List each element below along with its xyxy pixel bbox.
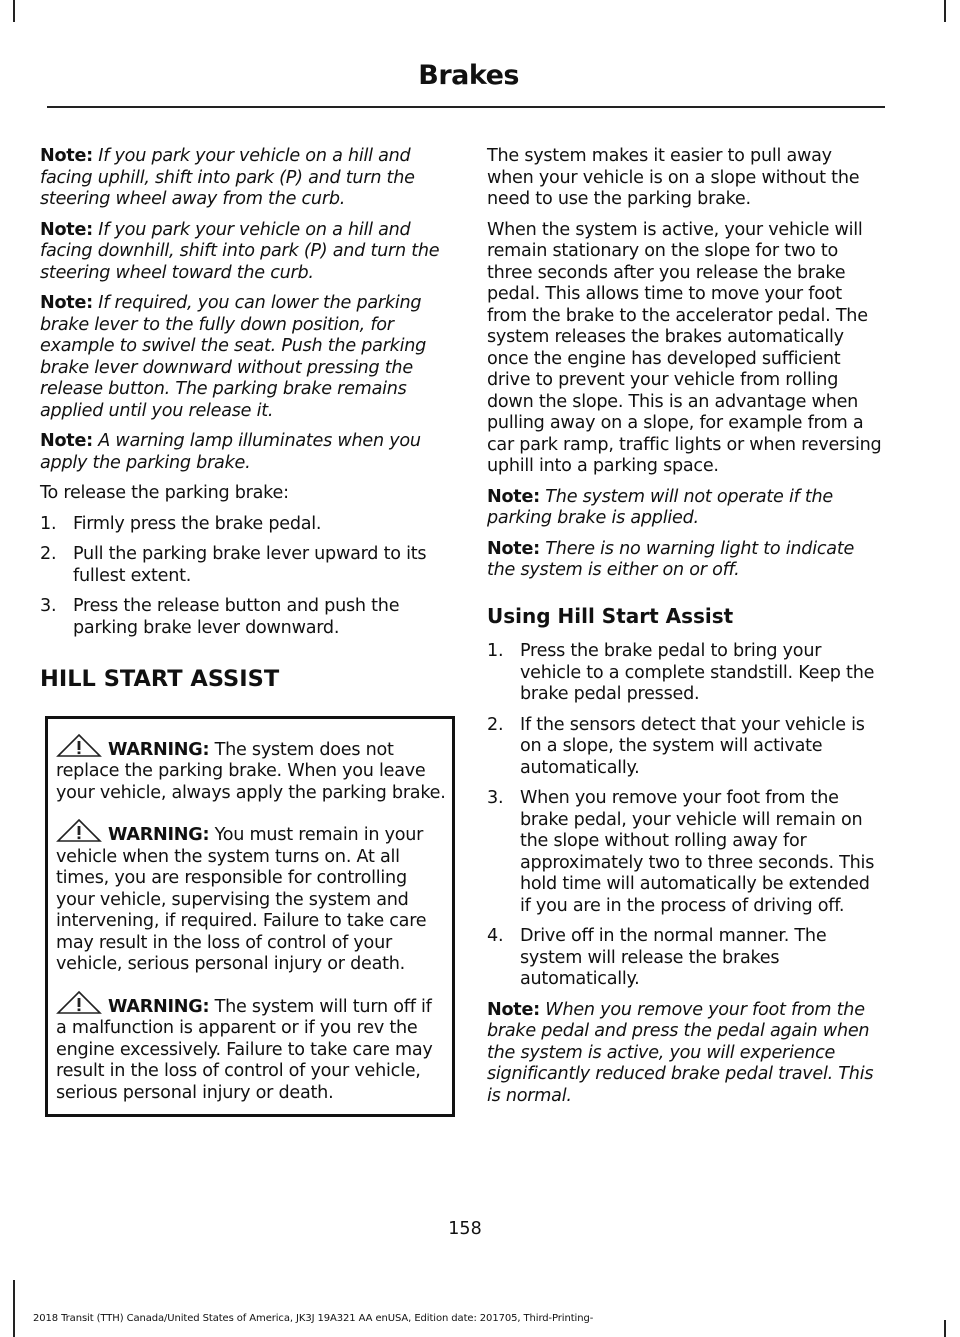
footer-edition-info: 2018 Transit (TTH) Canada/United States of America, JK3J 19A321 AA enUSA, Edition date: 201705, Third-Printing- xyxy=(33,1313,594,1324)
left-column xyxy=(40,146,450,1117)
crop-mark-top-left xyxy=(13,0,15,22)
note-reduced-pedal-travel: Note: When you remove your foot from the brake pedal and press the pedal again when the system is active, you will experience significantly reduced brake pedal travel. This is normal. xyxy=(487,999,874,1106)
header-divider xyxy=(47,106,885,108)
list-item: 1. Firmly press the brake pedal. xyxy=(40,513,322,534)
section-heading-hill-start-assist: HILL START ASSIST xyxy=(40,666,280,692)
note-parking-brake-applied: Note: The system will not operate if the parking brake is applied. xyxy=(487,486,833,528)
warning-item: WARNING: The system will turn off if a malfunction is apparent or if you rev the engine excessively. Failure to take care may result in the loss of control of your vehicle, serious personal injury or death. xyxy=(56,990,446,1105)
page-header-title: Brakes xyxy=(418,60,519,91)
paragraph: When the system is active, your vehicle will remain stationary on the slope for two to three seconds after you release the brake pedal. This allows time to move your foot from the brake to the accelerator pedal. The system releases the brakes automatically once the engine has developed sufficient drive to prevent your vehicle from rolling down the slope. This is an advantage when pulling away on a slope, for example from a car park ramp, traffic lights or when reversing uphill into a parking space. xyxy=(487,219,882,476)
list-item: 2. Pull the parking brake lever upward to its fullest extent. xyxy=(40,544,427,586)
list-item: 1. Press the brake pedal to bring your vehicle to a complete standstill. Keep the brake pedal pressed. xyxy=(487,641,875,704)
warning-triangle-icon xyxy=(56,818,102,842)
sub-heading-using-hill-start-assist: Using Hill Start Assist xyxy=(487,603,734,628)
list-item: 3. When you remove your foot from the brake pedal, your vehicle will remain on the slope without rolling away for approximately two to three seconds. This hold time will automatically be extended if you are in the process of driving off. xyxy=(487,788,875,916)
warning-triangle-icon xyxy=(56,990,102,1014)
paragraph: The system makes it easier to pull away when your vehicle is on a slope without the need to use the parking brake. xyxy=(487,146,860,209)
note-downhill: Note: If you park your vehicle on a hill and facing downhill, shift into park (P) and turn the steering wheel toward the curb. xyxy=(40,219,440,283)
warning-triangle-icon xyxy=(56,733,102,757)
note-uphill: Note: If you park your vehicle on a hill and facing uphill, shift into park (P) and turn the steering wheel away from the curb. xyxy=(40,146,415,209)
crop-mark-top-right xyxy=(944,0,946,22)
note-warning-lamp: Note: A warning lamp illuminates when you apply the parking brake. xyxy=(40,431,421,473)
list-item: 2. If the sensors detect that your vehicle is on a slope, the system will activate automatically. xyxy=(487,714,865,778)
warning-box xyxy=(45,716,455,1118)
note-lower-lever: Note: If required, you can lower the parking brake lever to the fully down position, for example to swivel the seat. Push the parking brake lever downward without pressing the release button. The parking brake remains applied until you release it. xyxy=(40,293,427,421)
crop-mark-bottom-left xyxy=(13,1280,15,1337)
warning-item: WARNING: You must remain in your vehicle when the system turns on. At all times, you are responsible for controlling your vehicle, supervising the system and intervening, if required. Failure to take care may result in the loss of control of your vehicle, serious personal injury or death. xyxy=(56,818,446,976)
right-column xyxy=(487,146,882,1116)
page-number: 158 xyxy=(448,1219,482,1239)
crop-mark-bottom-right xyxy=(944,1320,946,1337)
release-steps-list xyxy=(40,514,450,640)
list-item: 3. Press the release button and push the parking brake lever downward. xyxy=(40,596,400,638)
note-no-warning-light: Note: There is no warning light to indicate the system is either on or off. xyxy=(487,538,855,580)
list-item: 4. Drive off in the normal manner. The system will release the brakes automatically. xyxy=(487,926,827,989)
release-intro: To release the parking brake: xyxy=(40,483,289,503)
usage-steps-list xyxy=(487,641,882,991)
warning-item: WARNING: The system does not replace the parking brake. When you leave your vehicle, always apply the parking brake. xyxy=(56,733,446,805)
